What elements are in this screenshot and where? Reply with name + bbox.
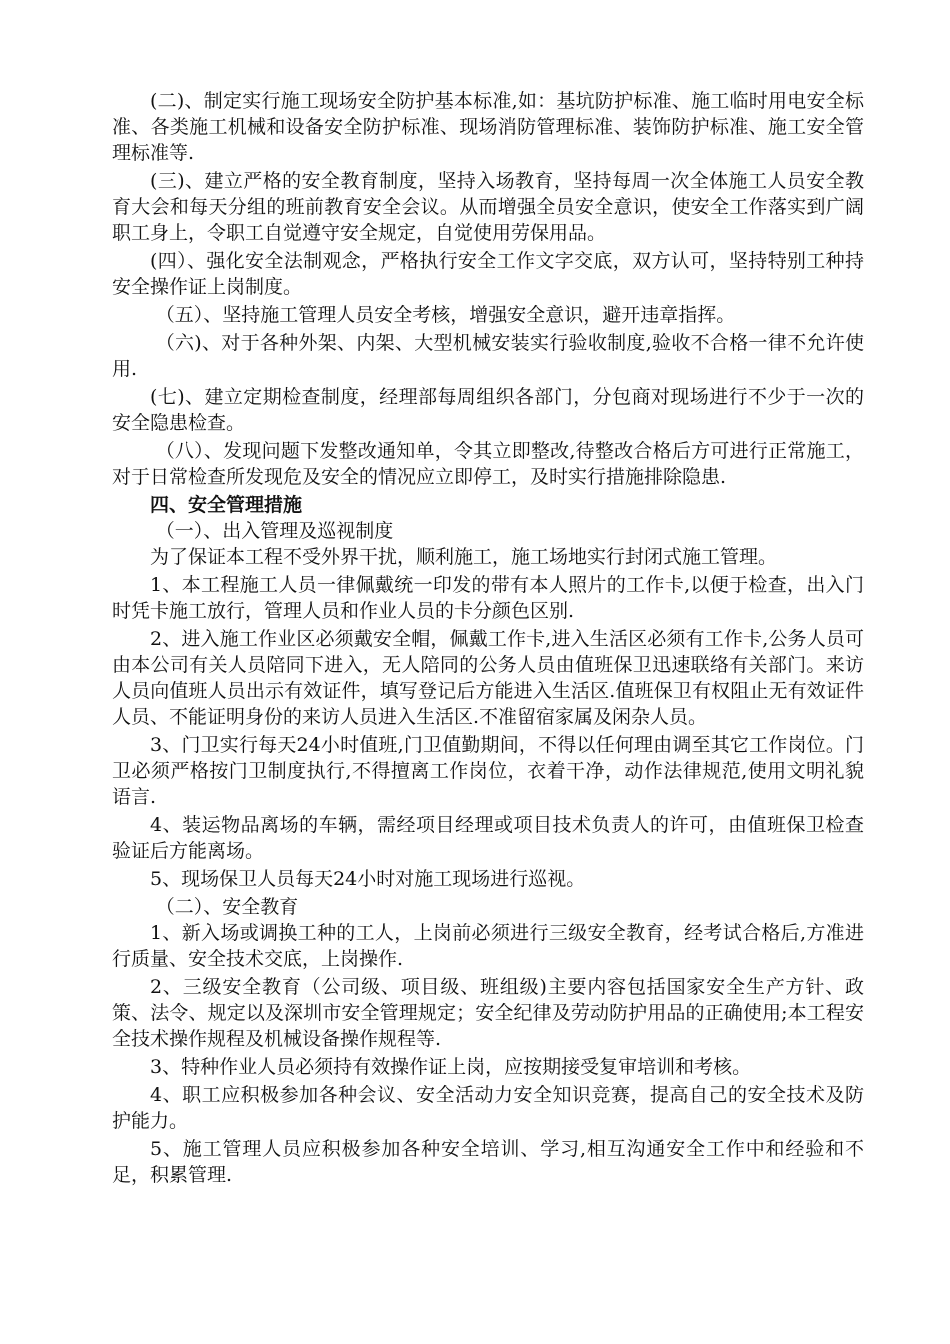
paragraph-patrol: 5、现场保卫人员每天24小时对施工现场进行巡视。 (150, 868, 586, 890)
paragraph-staff-activities: 4、职工应积极参加各种会议、安全活动力安全知识竞赛，提高自己的安全技术及防护能力。 (112, 1084, 864, 1132)
section-heading: 四、安全管理措施 (150, 494, 303, 516)
document-page (112, 88, 864, 1190)
paragraph-legal-awareness: (四）、强化安全法制观念，严格执行安全工作文字交底，双方认可，坚持特别工种持安全操作证上岗制度。 (112, 250, 864, 298)
paragraph-rectification: （八）、发现问题下发整改通知单，令其立即整改,待整改合格后方可进行正常施工，对于日常检查所发现危及安全的情况应立即停工，及时实行措施排除隐患. (112, 440, 864, 488)
subsection-heading-education: （二）、安全教育 (155, 896, 299, 918)
paragraph-closed-management: 为了保证本工程不受外界干扰，顺利施工，施工场地实行封闭式施工管理。 (150, 546, 778, 568)
paragraph-standards: (二)、制定实行施工现场安全防护基本标准,如：基坑防护标准、施工临时用电安全标准、各类施工机械和设备安全防护标准、现场消防管理标准、装饰防护标准、施工安全管理标准等. (112, 90, 864, 164)
paragraph-inspection: (七)、建立定期检查制度，经理部每周组织各部门，分包商对现场进行不少于一次的安全隐患检查。 (112, 386, 864, 434)
subsection-heading-access: （一）、出入管理及巡视制度 (155, 520, 394, 542)
paragraph-acceptance: （六)、对于各种外架、内架、大型机械安装实行验收制度,验收不合格一律不允许使用. (112, 332, 864, 380)
paragraph-entry-rules: 2、进入施工作业区必须戴安全帽，佩戴工作卡,进入生活区必须有工作卡,公务人员可由本公司有关人员陪同下进入，无人陪同的公务人员由值班保卫迅速联络有关部门。来访人员向值班人员出示有效证件，填写登记后方能进入生活区.值班保卫有权阻止无有效证件人员、不能证明身份的来访人员进入生活区.不准留宿家属及闲杂人员。 (112, 628, 864, 728)
paragraph-three-level: 2、三级安全教育（公司级、项目级、班组级)主要内容包括国家安全生产方针、政策、法令、规定以及深圳市安全管理规定；安全纪律及劳动防护用品的正确使用;本工程安全技术操作规程及机械设备操作规程等. (112, 976, 864, 1050)
paragraph-new-workers: 1、新入场或调换工种的工人，上岗前必须进行三级安全教育，经考试合格后,方准进行质量、安全技术交底，上岗操作. (112, 922, 864, 970)
paragraph-special-workers: 3、特种作业人员必须持有效操作证上岗，应按期接受复审培训和考核。 (150, 1056, 752, 1078)
paragraph-education-system: (三)、建立严格的安全教育制度，坚持入场教育，坚持每周一次全体施工人员安全教育大会和每天分组的班前教育安全会议。从而增强全员安全意识，使安全工作落实到广阔职工身上，令职工自觉遵守安全规定，自觉使用劳保用品。 (112, 170, 864, 244)
paragraph-assessment: （五）、坚持施工管理人员安全考核，增强安全意识，避开违章指挥。 (155, 304, 736, 326)
paragraph-vehicle-exit: 4、装运物品离场的车辆，需经项目经理或项目技术负责人的许可，由值班保卫检查验证后方能离场。 (112, 814, 864, 862)
paragraph-management-training: 5、施工管理人员应积极参加各种安全培训、学习,相互沟通安全工作中和经验和不足，积累管理. (112, 1138, 864, 1186)
paragraph-guard-duty: 3、门卫实行每天24小时值班,门卫值勤期间，不得以任何理由调至其它工作岗位。门卫必须严格按门卫制度执行,不得擅离工作岗位，衣着干净，动作法律规范,使用文明礼貌语言. (112, 734, 864, 808)
paragraph-work-card: 1、本工程施工人员一律佩戴统一印发的带有本人照片的工作卡,以便于检查，出入门时凭卡施工放行，管理人员和作业人员的卡分颜色区别. (112, 574, 864, 622)
